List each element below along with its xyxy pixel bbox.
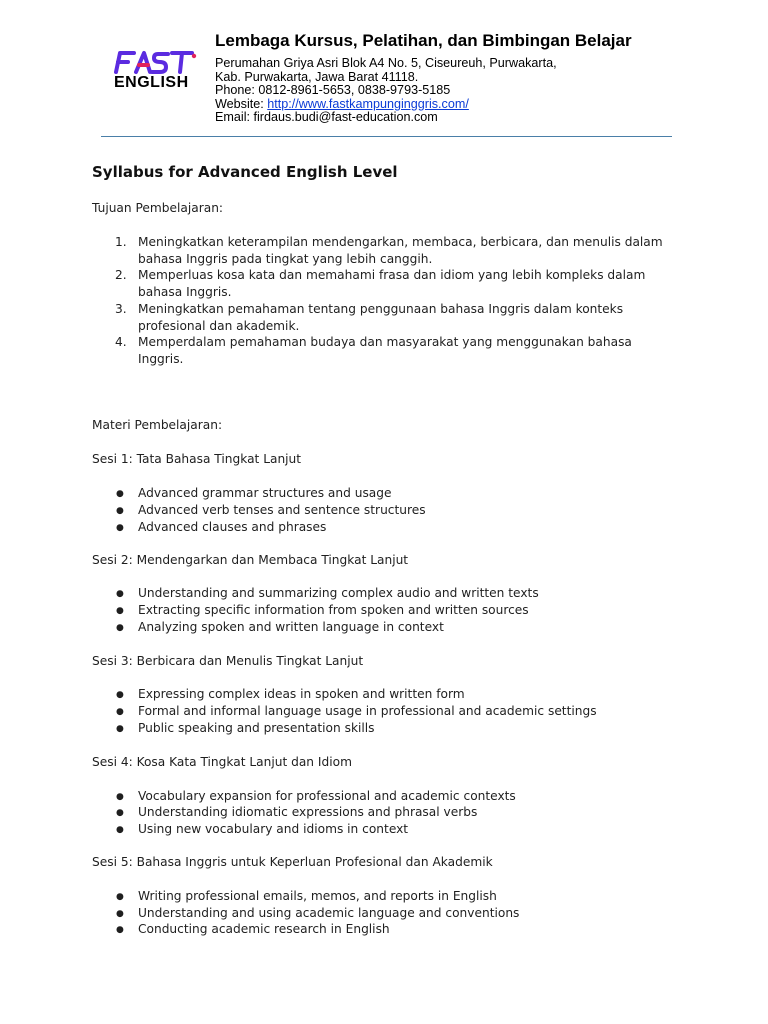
bullet-icon: ●	[116, 707, 124, 717]
objective-number: 1.	[115, 235, 127, 249]
bullet-icon: ●	[116, 792, 124, 802]
list-item-text: Analyzing spoken and written language in context	[138, 620, 444, 634]
list-item	[116, 687, 465, 701]
list-item-text: Writing professional emails, memos, and reports in English	[138, 889, 497, 903]
bullet-icon: ●	[116, 606, 124, 616]
session-title: Sesi 1: Tata Bahasa Tingkat Lanjut	[92, 452, 302, 466]
list-item	[116, 503, 426, 517]
objective-item	[115, 334, 675, 368]
objective-item	[115, 267, 675, 301]
bullet-icon: ●	[116, 489, 124, 499]
list-item-text: Advanced grammar structures and usage	[138, 486, 392, 500]
list-item-text: Using new vocabulary and idioms in context	[138, 822, 409, 836]
session-title: Sesi 5: Bahasa Inggris untuk Keperluan Profesional dan Akademik	[92, 855, 493, 869]
list-item	[116, 486, 392, 500]
list-item-text: Advanced clauses and phrases	[138, 520, 327, 534]
list-item-text: Advanced verb tenses and sentence structures	[138, 503, 426, 517]
bullet-icon: ●	[116, 909, 124, 919]
objective-text: Memperdalam pemahaman budaya dan masyarakat yang menggunakan bahasa Inggris.	[138, 335, 632, 366]
list-item-text: Vocabulary expansion for professional and academic contexts	[138, 789, 516, 803]
list-item-text: Understanding and summarizing complex audio and written texts	[138, 586, 539, 600]
session-title: Sesi 2: Mendengarkan dan Membaca Tingkat Lanjut	[92, 553, 409, 567]
bullet-icon: ●	[116, 925, 124, 935]
bullet-icon: ●	[116, 690, 124, 700]
list-item	[116, 586, 539, 600]
list-item-text: Expressing complex ideas in spoken and written form	[138, 687, 465, 701]
bullet-icon: ●	[116, 724, 124, 734]
objective-item	[115, 234, 675, 268]
phone-line: Phone: 0812-8961-5653, 0838-9793-5185	[215, 83, 451, 98]
website-label: Website:	[215, 96, 268, 111]
list-item-text: Conducting academic research in English	[138, 922, 390, 936]
email-line: Email: firdaus.budi@fast-education.com	[215, 110, 438, 125]
fast-english-logo	[110, 48, 198, 94]
list-item	[116, 603, 529, 617]
bullet-icon: ●	[116, 892, 124, 902]
organization-info	[215, 31, 632, 125]
objective-number: 3.	[115, 302, 127, 316]
list-item-text: Understanding idiomatic expressions and phrasal verbs	[138, 805, 478, 819]
session-title: Sesi 3: Berbicara dan Menulis Tingkat Lanjut	[92, 654, 364, 668]
list-item	[116, 520, 326, 534]
list-item-text: Formal and informal language usage in professional and academic settings	[138, 704, 597, 718]
list-item-text: Extracting specific information from spoken and written sources	[138, 603, 529, 617]
list-item	[116, 889, 497, 903]
materials-heading: Materi Pembelajaran:	[92, 418, 223, 432]
objectives-heading: Tujuan Pembelajaran:	[92, 201, 224, 215]
fast-logo-mark	[110, 48, 198, 76]
organization-title: Lembaga Kursus, Pelatihan, dan Bimbingan Belajar	[215, 31, 632, 50]
session-title: Sesi 4: Kosa Kata Tingkat Lanjut dan Idiom	[92, 755, 352, 769]
list-item	[116, 620, 444, 634]
list-item-text: Public speaking and presentation skills	[138, 721, 375, 735]
list-item	[116, 721, 375, 735]
logo-english-text: ENGLISH	[114, 74, 189, 91]
list-item	[116, 704, 597, 718]
bullet-icon: ●	[116, 506, 124, 516]
list-item	[116, 906, 519, 920]
objective-text: Meningkatkan pemahaman tentang penggunaan bahasa Inggris dalam konteks profesional dan akademik.	[138, 302, 624, 333]
document-title: Syllabus for Advanced English Level	[92, 163, 398, 181]
list-item	[116, 789, 516, 803]
bullet-icon: ●	[116, 808, 124, 818]
website-line	[215, 98, 632, 112]
objective-number: 2.	[115, 268, 127, 282]
objective-item	[115, 301, 675, 335]
list-item	[116, 805, 477, 819]
website-link[interactable]: http://www.fastkampunginggris.com/	[267, 96, 469, 111]
bullet-icon: ●	[116, 623, 124, 633]
list-item	[116, 822, 408, 836]
list-item-text: Understanding and using academic language and conventions	[138, 906, 520, 920]
address-line-1: Perumahan Griya Asri Blok A4 No. 5, Ciseureuh, Purwakarta,	[215, 56, 557, 70]
header-divider	[101, 136, 672, 137]
bullet-icon: ●	[116, 589, 124, 599]
address-line-2: Kab. Purwakarta, Jawa Barat 41118.	[215, 69, 419, 84]
list-item	[116, 922, 390, 936]
objective-number: 4.	[115, 335, 127, 349]
bullet-icon: ●	[116, 523, 124, 533]
bullet-icon: ●	[116, 825, 124, 835]
objective-text: Memperluas kosa kata dan memahami frasa dan idiom yang lebih kompleks dalam bahasa Inggris.	[138, 268, 646, 299]
objective-text: Meningkatkan keterampilan mendengarkan, membaca, berbicara, dan menulis dalam bahasa Inggris pada tingkat yang lebih canggih.	[138, 235, 663, 266]
